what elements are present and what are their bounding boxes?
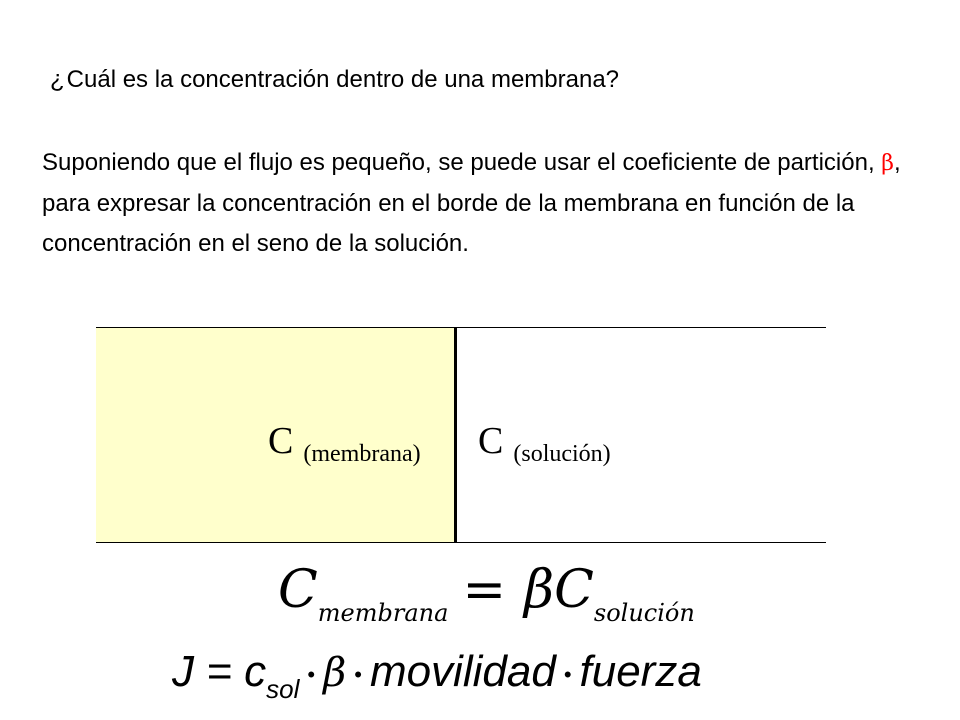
eq-lhs-subscript: membrana — [317, 599, 449, 627]
partition-equation — [278, 560, 695, 629]
flux-dot-3: • — [563, 662, 572, 687]
membrane-c-symbol: C — [268, 420, 294, 462]
paragraph-text-end: , para expresar la concentración en el borde de la membrana en función de la concentración en el seno de la solución. — [42, 149, 901, 257]
flux-term-movilidad: movilidad — [369, 647, 556, 696]
solution-subscript: (solución) — [513, 441, 611, 467]
flux-beta-symbol: β — [323, 650, 347, 696]
flux-term-fuerza: fuerza — [579, 647, 702, 696]
diagram-bottom-line — [96, 542, 826, 543]
solution-concentration-label — [478, 419, 611, 467]
question-heading — [50, 66, 619, 94]
beta-symbol: β — [881, 151, 894, 176]
paragraph-text-start: Suponiendo que el flujo es pequeño, se puede usar el coeficiente de partición, — [42, 149, 882, 176]
membrane-subscript: (membrana) — [303, 441, 421, 467]
eq-beta-symbol: β — [524, 560, 555, 620]
membrane-diagram — [96, 325, 826, 545]
eq-lhs-symbol: C — [278, 560, 318, 620]
eq-rhs-symbol: C — [554, 560, 594, 620]
flux-c-subscript: sol — [266, 674, 300, 704]
flux-lhs: J = c — [172, 647, 267, 696]
inverted-question-mark: ¿ — [50, 66, 65, 93]
explanation-paragraph — [42, 143, 922, 264]
flux-dot-1: • — [307, 662, 316, 687]
eq-equals-sign: = — [462, 560, 507, 620]
question-text: Cuál es la concentración dentro de una membrana? — [66, 66, 620, 93]
flux-equation — [172, 642, 702, 709]
solution-c-symbol: C — [478, 420, 504, 462]
flux-dot-2: • — [354, 662, 362, 687]
membrane-boundary-line — [454, 327, 457, 543]
eq-rhs-subscript: solución — [593, 599, 695, 627]
membrane-concentration-label — [268, 419, 421, 467]
diagram-top-line — [96, 327, 826, 328]
